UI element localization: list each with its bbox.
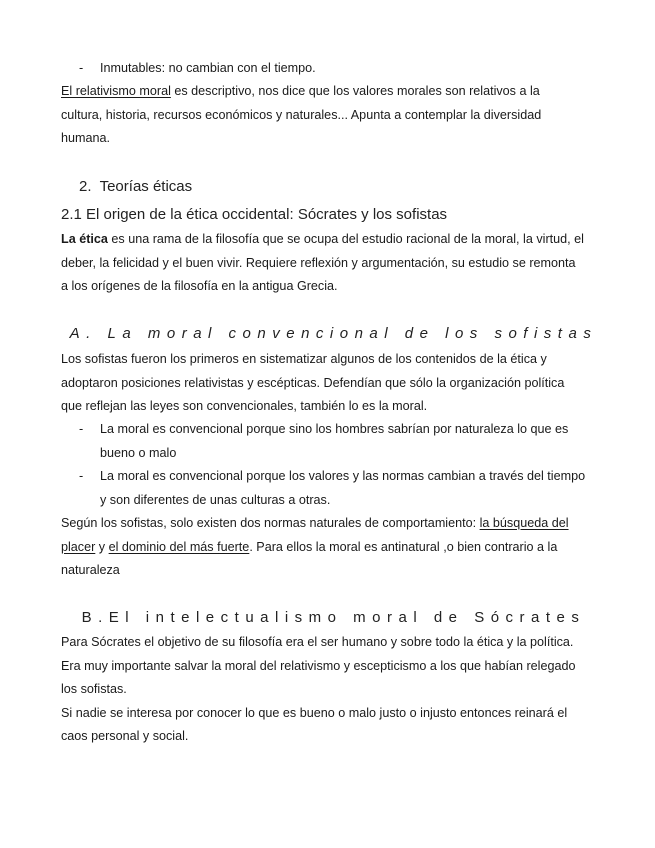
list-item-text: Inmutables: no cambian con el tiempo. [100, 61, 316, 75]
paragraph-text: a los orígenes de la filosofía en la antigua Grecia. [61, 279, 338, 293]
list-item-text [100, 465, 600, 512]
etica-paragraph [61, 228, 606, 299]
list-item-line: y son diferentes de unas culturas a otras. [100, 492, 331, 507]
paragraph-text: los sofistas. [61, 682, 127, 696]
subsection-heading: 2.1 El origen de la ética occidental: Sócrates y los sofistas [61, 206, 448, 223]
paragraph-text: cultura, historia, recursos económicos y naturales... Apunta a contemplar la diversidad [61, 107, 542, 122]
paragraph-text: que reflejan las leyes son convencionales, también lo es la moral. [61, 399, 428, 413]
relativismo-paragraph [61, 80, 606, 151]
busqueda-placer-link: la búsqueda del [479, 516, 569, 530]
paragraph-text: es descriptivo, nos dice que los valores morales son relativos a la [170, 84, 540, 98]
paragraph-text: naturaleza [61, 563, 120, 577]
paragraph-text: adoptaron posiciones relativistas y escépticas. Defendían que sólo la organización política [61, 375, 565, 390]
paragraph-text: Los sofistas fueron los primeros en sistematizar algunos de los contenidos de la ética y [61, 352, 547, 366]
paragraph-text: Para Sócrates el objetivo de su filosofía era el ser humano y sobre todo la ética y la política. [61, 635, 574, 649]
list-item-text [100, 418, 600, 465]
section-number: 2. [79, 178, 92, 195]
paragraph-text: Según los sofistas, solo existen dos normas naturales de comportamiento: [61, 516, 480, 530]
paragraph-text: humana. [61, 131, 111, 145]
bullet-dash: - [79, 422, 84, 436]
list-item-line: La moral es convencional porque sino los hombres sabrían por naturaleza lo que es [100, 422, 569, 436]
paragraph-text: Si nadie se interesa por conocer lo que es bueno o malo justo o injusto entonces reinará el [61, 705, 568, 720]
paragraph-text: y [95, 539, 109, 554]
paragraph-text: Era muy importante salvar la moral del relativismo y escepticismo a los que habían relegado [61, 658, 576, 673]
busqueda-placer-link: placer [61, 539, 96, 554]
normas-paragraph [61, 512, 606, 583]
socrates-paragraph [61, 631, 606, 749]
etica-term: La ética [61, 232, 108, 246]
dominio-fuerte-link: el dominio del más fuerte [108, 539, 250, 554]
bullet-dash: - [79, 61, 84, 75]
section-heading [79, 177, 192, 197]
paragraph-text: deber, la felicidad y el buen vivir. Requiere reflexión y argumentación, su estudio se remonta [61, 255, 576, 270]
sofistas-paragraph [61, 348, 606, 419]
paragraph-text: es una rama de la filosofía que se ocupa del estudio racional de la moral, la virtud, el [107, 232, 584, 246]
list-item-line: bueno o malo [100, 445, 177, 460]
socrates-heading: B.El intelectualismo moral de Sócrates [81, 609, 586, 626]
list-item-line: La moral es convencional porque los valores y las normas cambian a través del tiempo [100, 469, 586, 483]
sofistas-heading: A. La moral convencional de los sofistas [69, 325, 598, 342]
section-title: Teorías éticas [99, 178, 193, 195]
bullet-dash: - [79, 469, 84, 483]
relativismo-term: El relativismo moral [61, 84, 171, 98]
paragraph-text: caos personal y social. [61, 729, 189, 743]
paragraph-text: . Para ellos la moral es antinatural ,o bien contrario a la [249, 539, 558, 554]
